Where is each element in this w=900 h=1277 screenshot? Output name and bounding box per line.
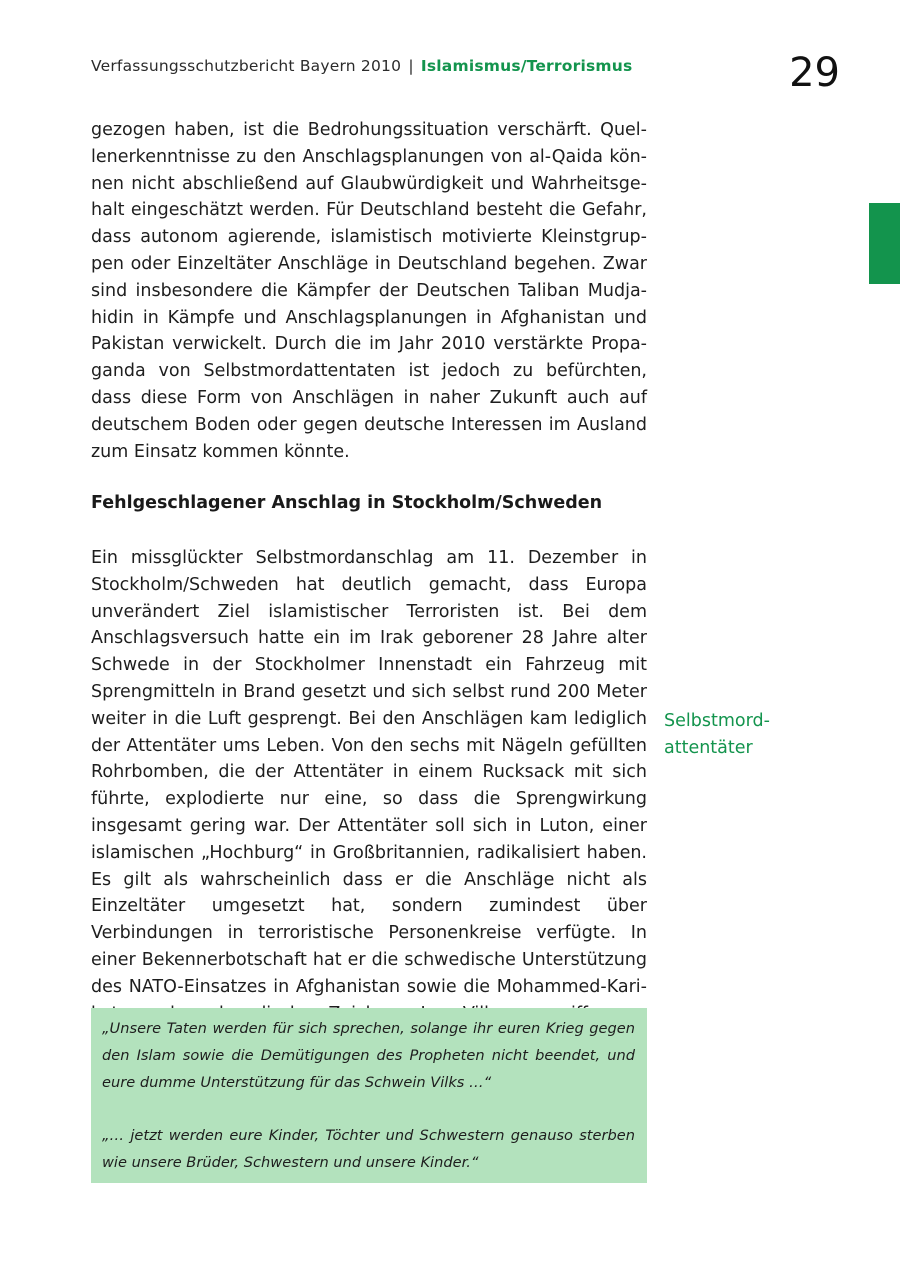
margin-note xyxy=(664,708,814,762)
section-heading: Fehlgeschlagener Anschlag in Stockholm/Schweden xyxy=(91,493,603,513)
margin-note-line-1: Selbstmord- xyxy=(664,711,770,731)
quote-1: „Unsere Taten werden für sich sprechen, solange ihr euren Krieg gegen den Islam sowie die Demütigungen des Propheten nicht beendet, und eure dumme Unterstützung für das Schwein Vilks …“ xyxy=(102,1020,635,1091)
page-number: 29 xyxy=(789,50,840,96)
section-title: Islamismus/Terrorismus xyxy=(420,57,633,75)
margin-note-line-2: attentäter xyxy=(664,737,753,758)
body-paragraph-1: gezogen haben, ist die Bedrohungssituation verschärft. Quellenerkenntnisse zu den Anschlagsplanungen von al-Qaida können nicht abschließend auf Glaubwürdigkeit und Wahrheitsgehalt eingeschätzt werden. Für Deutschland besteht die Gefahr, dass autonom agierende, islamistisch motivierte Kleinstgruppen oder Einzeltäter Anschläge in Deutschland begehen. Zwar sind insbesondere die Kämpfer der Deutschen Taliban Mudjahidin in Kämpfe und Anschlagsplanungen in Afghanistan und Pakistan verwickelt. Durch die im Jahr 2010 verstärkte Propaganda von Selbstmordattentaten ist jedoch zu befürchten, dass diese Form von Anschlägen in naher Zukunft auch auf deutschem Boden oder gegen deutsche Interessen im Ausland zum Einsatz kommen könnte. xyxy=(91,120,647,462)
header-separator: | xyxy=(408,57,414,75)
chapter-tab-marker xyxy=(869,203,900,284)
quote-box xyxy=(91,1008,647,1183)
publication-title: Verfassungsschutzbericht Bayern 2010 xyxy=(91,57,402,75)
running-header xyxy=(91,57,632,75)
quote-2: „… jetzt werden eure Kinder, Töchter und Schwestern genauso sterben wie unsere Brüder, Schwestern und unsere Kinder.“ xyxy=(102,1127,635,1171)
body-paragraph-2: Ein missglückter Selbstmordanschlag am 11. Dezember in Stockholm/Schweden hat deutlich gemacht, dass Europa unverändert Ziel islamistischer Terroristen ist. Bei dem Anschlagsversuch hatte ein im Irak geborener 28 Jahre alter Schwede in der Stockholmer Innenstadt ein Fahrzeug mit Sprengmitteln in Brand gesetzt und sich selbst rund 200 Meter weiter in die Luft gesprengt. Bei den Anschlägen kam lediglich der Attentäter ums Leben. Von den sechs mit Nägeln gefüllten Rohrbomben, die der Attentäter in einem Rucksack mit sich führte, explodierte nur eine, so dass die Sprengwirkung insgesamt gering war. Der Attentäter soll sich in Luton, einer islamischen „Hochburg“ in Großbritannien, radikalisiert haben. Es gilt als wahrscheinlich dass er die Anschläge nicht als Einzeltäter umgesetzt hat, sondern zumindest über Verbindungen in terroristische Personenkreise verfügte. In einer Bekennerbotschaft hat er die schwedische Unterstützung des NATO-Einsatzes in Afghanistan sowie die Mohammed-Kari xyxy=(91,548,647,997)
